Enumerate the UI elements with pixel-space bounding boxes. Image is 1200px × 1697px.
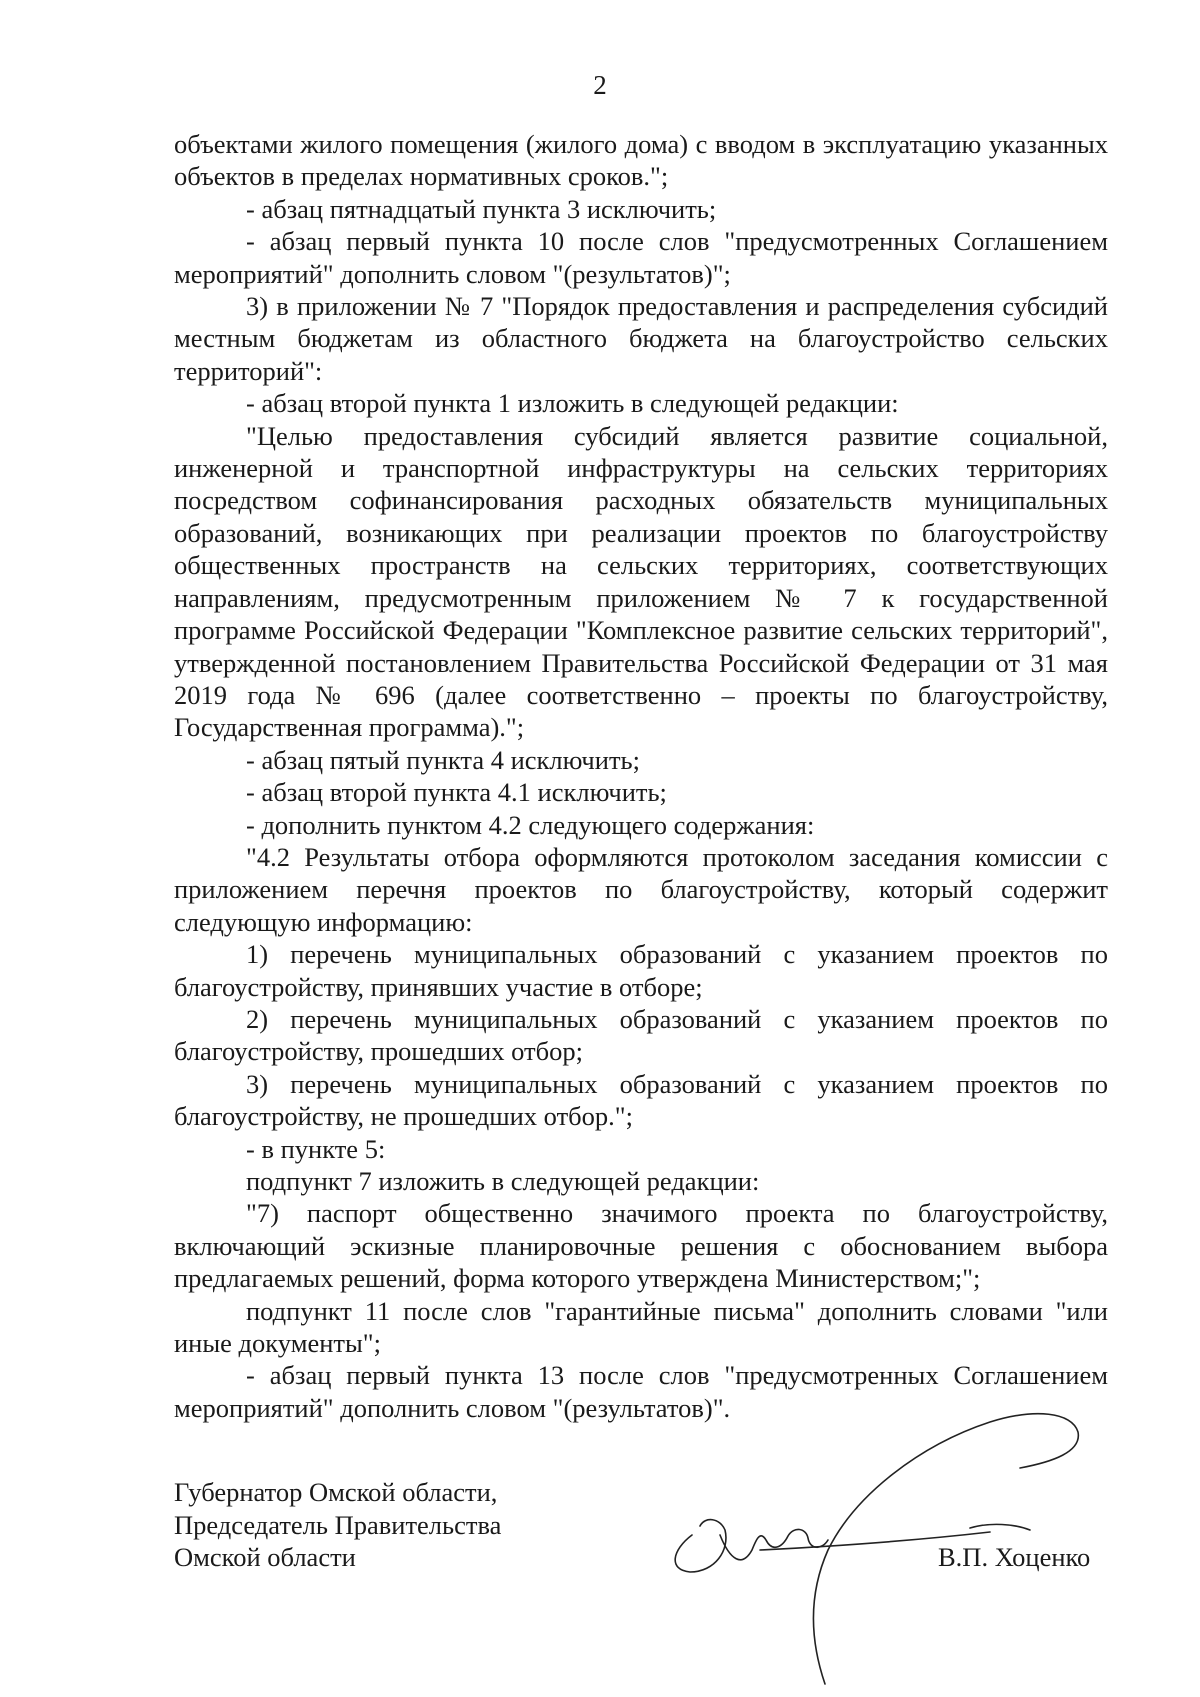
page-number: 2 bbox=[593, 70, 607, 100]
paragraph: "4.2 Результаты отбора оформляются протоколом заседания комиссии с приложением перечня проектов по благоустройству, который содержит следующую информацию: bbox=[174, 841, 1108, 937]
list-item: 1) перечень муниципальных образований с указанием проектов по благоустройству, принявших участие в отборе; bbox=[174, 939, 1108, 1002]
paragraph: - абзац первый пункта 13 после слов "предусмотренных Соглашением мероприятий" дополнить словом "(результатов)". bbox=[174, 1360, 1108, 1423]
paragraph: - абзац второй пункта 4.1 исключить; bbox=[246, 777, 667, 808]
paragraph: - дополнить пунктом 4.2 следующего содержания: bbox=[246, 809, 815, 840]
paragraph: "Целью предоставления субсидий является развитие социальной, инженерной и транспортной инфраструктуры на сельских территориях посредством софинансирования расходных обязательств муниципальных образований, возникающих при реализации проектов по благоустройству общественных пространств на сельских территориях, соответствующих направлениям, предусмотренным приложением № 7 к государственной программе Российской Федерации "Комплексное развитие сельских территорий", утвержденной постановлением Правительства Российской Федерации от 31 мая 2019 года № 696 (далее соответственно – проекты по благоустройству, Государственная программа)."; bbox=[174, 420, 1108, 743]
position-line: Председатель Правительства bbox=[174, 1509, 502, 1540]
document-body bbox=[174, 128, 1108, 1424]
paragraph: - абзац второй пункта 1 изложить в следующей редакции: bbox=[246, 388, 899, 419]
paragraph: "7) паспорт общественно значимого проекта по благоустройству, включающий эскизные планировочные решения с обоснованием выбора предлагаемых решений, форма которого утверждена Министерством;"; bbox=[174, 1198, 1108, 1294]
list-item: 2) перечень муниципальных образований с указанием проектов по благоустройству, прошедших отбор; bbox=[174, 1003, 1108, 1067]
paragraph: - абзац первый пункта 10 после слов "предусмотренных Соглашением мероприятий" дополнить словом "(результатов)"; bbox=[174, 226, 1108, 289]
paragraph: подпункт 11 после слов "гарантийные письма" дополнить словами "или иные документы"; bbox=[174, 1295, 1108, 1359]
position-line: Губернатор Омской области, bbox=[174, 1477, 498, 1507]
signatory-position bbox=[174, 1476, 501, 1574]
signer-name: В.П. Хоценко bbox=[938, 1542, 1091, 1572]
list-item: 3) перечень муниципальных образований с указанием проектов по благоустройству, не прошедших отбор."; bbox=[174, 1068, 1108, 1132]
paragraph: 3) в приложении № 7 "Порядок предоставления и распределения субсидий местным бюджетам из областного бюджета на благоустройство сельских территорий": bbox=[174, 291, 1108, 386]
paragraph: - абзац пятый пункта 4 исключить; bbox=[246, 744, 640, 775]
paragraph: объектами жилого помещения (жилого дома) с вводом в эксплуатацию указанных объектов в пределах нормативных сроков."; bbox=[174, 129, 1108, 192]
paragraph: - в пункте 5: bbox=[246, 1133, 386, 1164]
position-line: Омской области bbox=[174, 1542, 356, 1572]
paragraph: подпункт 7 изложить в следующей редакции: bbox=[246, 1166, 760, 1196]
paragraph: - абзац пятнадцатый пункта 3 исключить; bbox=[246, 193, 717, 224]
